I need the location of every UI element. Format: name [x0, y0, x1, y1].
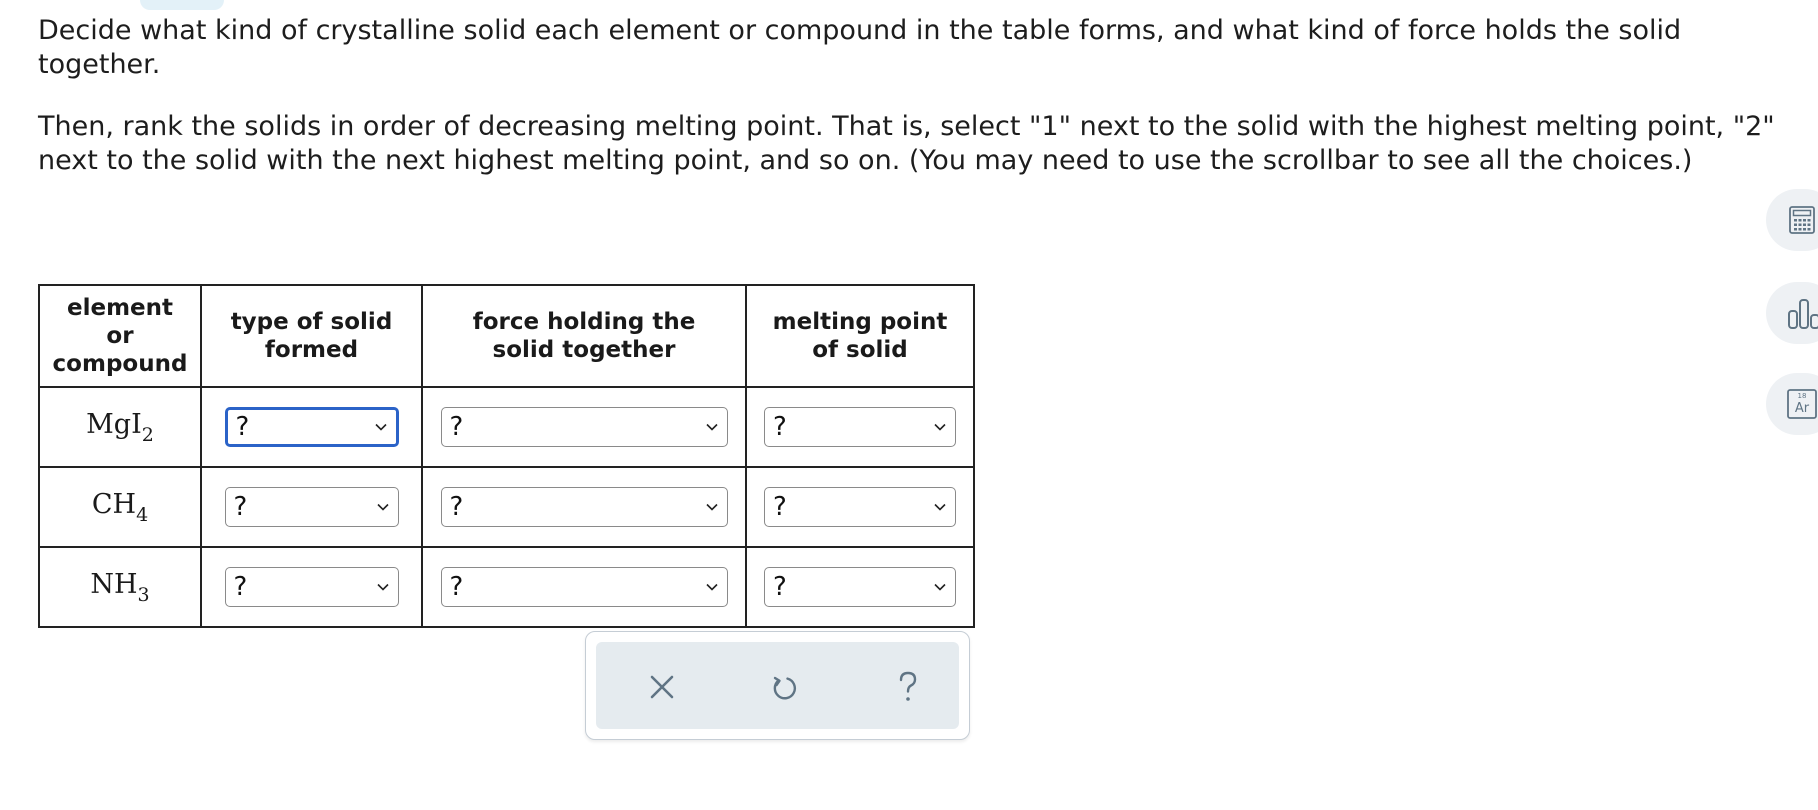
- formula-mgi2: MgI$_2$: [86, 408, 154, 446]
- calculator-icon: [1786, 204, 1818, 236]
- formula-nh3: $NH_3$: [90, 568, 150, 606]
- calculator-button[interactable]: [1766, 189, 1818, 251]
- type-of-solid-select[interactable]: ?: [225, 487, 399, 527]
- periodic-table-icon: [1786, 388, 1818, 420]
- action-bar-panel: [596, 642, 959, 729]
- chevron-down-icon: [934, 421, 946, 433]
- table-row: [39, 467, 974, 547]
- force-select[interactable]: ?: [441, 487, 728, 527]
- header-melting-point: melting point of solid: [746, 285, 974, 387]
- melting-point-select[interactable]: ?: [764, 487, 956, 527]
- svg-text:18: 18: [1797, 392, 1807, 400]
- header-force: force holding the solid together: [422, 285, 746, 387]
- undo-button[interactable]: [766, 669, 802, 705]
- header-type-of-solid: type of solid formed: [201, 285, 422, 387]
- answer-table: [38, 284, 975, 628]
- melting-point-select[interactable]: ?: [764, 567, 956, 607]
- undo-icon: [766, 669, 802, 705]
- x-icon: [644, 669, 680, 705]
- formula-ch4: $CH_4$: [91, 488, 149, 526]
- chevron-down-icon: [706, 581, 718, 593]
- chevron-down-icon: [934, 501, 946, 513]
- chevron-down-icon: [934, 581, 946, 593]
- svg-text:Ar: Ar: [1794, 401, 1810, 416]
- melting-point-select[interactable]: ?: [764, 407, 956, 447]
- compound-cell: [39, 467, 201, 547]
- compound-cell: [39, 387, 201, 467]
- chevron-down-icon: [377, 501, 389, 513]
- instruction-paragraph-1: Decide what kind of crystalline solid each element or compound in the table forms, and what kind of force holds the solid together.: [38, 15, 1682, 80]
- type-of-solid-select[interactable]: ?: [225, 407, 399, 447]
- clear-button[interactable]: [644, 669, 680, 705]
- bar-chart-icon: [1786, 297, 1818, 331]
- help-icon: [890, 669, 926, 705]
- chevron-down-icon: [375, 421, 387, 433]
- type-of-solid-select[interactable]: ?: [225, 567, 399, 607]
- instruction-paragraph-2: Then, rank the solids in order of decreasing melting point. That is, select "1" next to the solid with the highest melting point, "2" next to the solid with the next highest melting point, and so on. (You may need to use the scrollbar to see all the choices.): [38, 111, 1775, 176]
- top-tab-decoration: [140, 0, 224, 10]
- chevron-down-icon: [377, 581, 389, 593]
- periodic-table-button[interactable]: [1766, 373, 1818, 435]
- chevron-down-icon: [706, 421, 718, 433]
- table-row: [39, 547, 974, 627]
- compound-cell: [39, 547, 201, 627]
- chevron-down-icon: [706, 501, 718, 513]
- force-select[interactable]: ?: [441, 407, 728, 447]
- help-button[interactable]: [890, 669, 926, 705]
- data-chart-button[interactable]: [1766, 282, 1818, 344]
- table-row: [39, 387, 974, 467]
- force-select[interactable]: ?: [441, 567, 728, 607]
- header-compound: element or compound: [39, 285, 201, 387]
- action-bar: [585, 631, 970, 740]
